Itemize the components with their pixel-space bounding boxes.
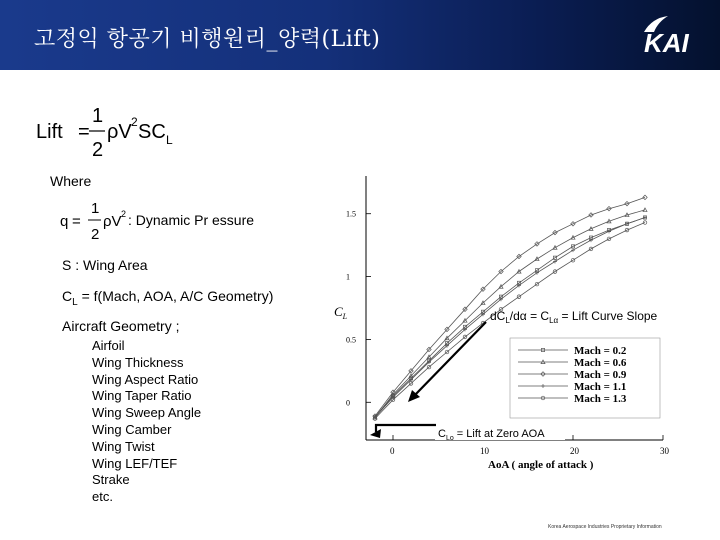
chart-ticks (346, 210, 670, 456)
x-tick-label: 0 (390, 446, 395, 456)
cl-rest: = f(Mach, AOA, A/C Geometry) (77, 288, 274, 304)
x-tick-label: 20 (570, 446, 579, 456)
y-axis-label: $C_L$ (334, 304, 348, 321)
y-tick-label: 0.5 (346, 335, 356, 345)
slide-title: 고정익 항공기 비행원리_양력(Lift) (34, 27, 381, 52)
slide-header (0, 0, 720, 70)
dynamic-pressure-formula (60, 198, 300, 244)
list-item: Wing Taper Ratio (92, 388, 192, 404)
legend-label: Mach = 1.3 (574, 393, 627, 405)
series-point (553, 259, 557, 263)
x-tick-label: 10 (480, 446, 489, 456)
legend-label: Mach = 1.1 (574, 381, 627, 393)
x-axis-label: AoA ( angle of attack ) (488, 459, 594, 471)
zero-aoa-annotation: $C_{Lo}$ = Lift at Zero AOA (438, 428, 545, 442)
aircraft-geometry-title: Aircraft Geometry ; (62, 318, 180, 334)
series-point (643, 195, 647, 199)
formula-body: ρV (107, 121, 132, 143)
q-exp: 2 (121, 209, 127, 219)
formula-den: 2 (92, 139, 104, 161)
slope-arrow (414, 322, 486, 396)
lift-formula (36, 100, 196, 162)
list-item: Wing LEF/TEF (92, 455, 178, 471)
q-num: 1 (91, 200, 100, 217)
lift-curve-chart (328, 168, 720, 474)
formula-exp: 2 (131, 115, 138, 129)
y-tick-label: 1 (346, 272, 350, 282)
q-lhs: q (60, 213, 69, 230)
zero-aoa-arrow-line (376, 425, 436, 432)
legend-label: Mach = 0.9 (574, 369, 627, 381)
kai-logo (638, 12, 710, 58)
series-point (643, 208, 647, 212)
list-item: Strake (92, 472, 130, 488)
list-item: Airfoil (92, 338, 125, 353)
cl-definition (62, 288, 273, 308)
y-tick-label: 0 (346, 398, 350, 408)
formula-num: 1 (92, 105, 104, 127)
q-eq: = (72, 213, 81, 230)
cl-sub: L (72, 296, 78, 308)
list-item: Wing Sweep Angle (92, 405, 202, 421)
footer-text: Korea Aerospace Industries Proprietary Information (548, 524, 662, 530)
where-label: Where (50, 173, 92, 189)
formula-lhs: Lift (36, 121, 63, 143)
legend-label: Mach = 0.2 (574, 345, 627, 357)
x-tick-label: 30 (660, 446, 669, 456)
q-den: 2 (91, 226, 100, 243)
legend-label: Mach = 0.6 (574, 357, 627, 369)
logo-text: KAI (644, 28, 689, 58)
list-item: Wing Aspect Ratio (92, 371, 199, 387)
aircraft-geometry-list (92, 338, 201, 506)
series-point (571, 248, 575, 252)
slope-annotation: $dC_L/d\alpha = C_{L\alpha}$ = Lift Curve Slope (490, 309, 658, 325)
formula-s: SC (138, 121, 166, 143)
formula-eq: = (78, 121, 90, 143)
wing-area-line: S : Wing Area (62, 257, 148, 273)
formula-sub: L (166, 133, 173, 147)
cl-c: C (62, 288, 73, 304)
q-desc: : Dynamic Pr essure (128, 212, 255, 228)
list-item: etc. (92, 489, 113, 505)
q-body: ρV (103, 213, 122, 230)
list-item: Wing Camber (92, 421, 172, 437)
y-tick-label: 1.5 (346, 209, 356, 219)
list-item: Wing Twist (92, 438, 155, 454)
list-item: Wing Thickness (92, 354, 184, 370)
